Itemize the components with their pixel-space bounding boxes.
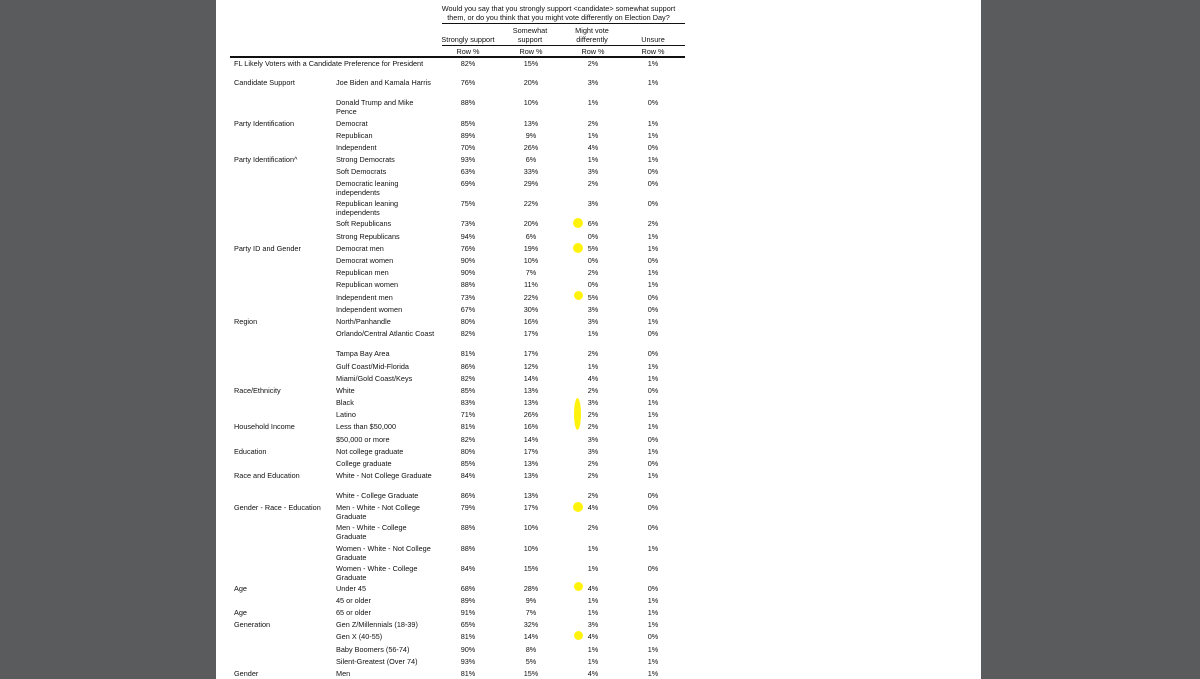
cell-unsure: 1% [647,317,659,326]
cell-somewhat: 16% [523,317,539,326]
row-group-label: Race/Ethnicity [234,386,281,395]
cell-unsure: 1% [647,410,659,419]
row-label: Democrat men [336,244,384,253]
cell-strongly: 76% [460,244,476,253]
row-label: Men - White - College Graduate [336,523,407,541]
row-label: Soft Democrats [336,167,387,176]
cell-somewhat: 7% [525,268,537,277]
cell-somewhat: 6% [525,155,537,164]
cell-somewhat: 8% [525,645,537,654]
cell-unsure: 1% [647,268,659,277]
document-page [216,0,981,679]
cell-strongly: 71% [460,410,476,419]
row-label: Independent men [336,293,393,302]
cell-unsure: 1% [647,657,659,666]
cell-strongly: 81% [460,669,476,678]
row-label: Democratic leaning independents [336,179,399,197]
cell-might: 4% [587,584,599,593]
cell-strongly: 63% [460,167,476,176]
row-group-label: Region [234,317,258,326]
cell-somewhat: 13% [523,491,539,500]
cell-might: 1% [587,564,599,573]
cell-unsure: 1% [647,280,659,289]
col-sub-might: Row % [581,47,605,56]
cell-might: 5% [587,293,599,302]
col-header-strongly: Strongly support [441,35,495,44]
row-label: Donald Trump and Mike Pence [336,98,414,116]
row-label: 65 or older [336,608,371,617]
cell-might: 4% [587,374,599,383]
cell-somewhat: 19% [523,244,539,253]
row-label: $50,000 or more [336,435,390,444]
cell-unsure: 1% [647,155,659,164]
question-text: Would you say that you strongly support <candidate> somewhat support them, or do you think that you might vote differently on Election Day? [441,4,676,22]
cell-strongly: 81% [460,349,476,358]
row-label: Women - White - College Graduate [336,564,418,582]
cell-unsure: 1% [647,447,659,456]
row-label: Tampa Bay Area [336,349,390,358]
cell-might: 1% [587,155,599,164]
cell-unsure: 1% [647,620,659,629]
cell-might: 0% [587,280,599,289]
cell-unsure: 0% [647,305,659,314]
cell-somewhat: 10% [523,523,539,532]
cell-unsure: 1% [647,59,659,68]
cell-unsure: 0% [647,632,659,641]
col-sub-strongly: Row % [456,47,480,56]
highlight-mark [573,502,583,512]
cell-might: 3% [587,435,599,444]
row-group-label: Party Identification [234,119,295,128]
cell-unsure: 1% [647,596,659,605]
cell-somewhat: 12% [523,362,539,371]
cell-somewhat: 28% [523,584,539,593]
cell-might: 3% [587,317,599,326]
cell-strongly: 90% [460,645,476,654]
row-label: Baby Boomers (56-74) [336,645,410,654]
row-label: Miami/Gold Coast/Keys [336,374,413,383]
cell-might: 4% [587,669,599,678]
cell-unsure: 1% [647,78,659,87]
cell-might: 2% [587,349,599,358]
row-label: Joe Biden and Kamala Harris [336,78,431,87]
cell-strongly: 90% [460,268,476,277]
cell-strongly: 86% [460,491,476,500]
cell-unsure: 1% [647,422,659,431]
cell-unsure: 1% [647,232,659,241]
highlight-mark [574,631,583,640]
cell-might: 2% [587,523,599,532]
row-label: Republican women [336,280,399,289]
row-label: College graduate [336,459,392,468]
cell-strongly: 82% [460,59,476,68]
row-label: White [336,386,355,395]
cell-might: 1% [587,657,599,666]
cell-unsure: 1% [647,645,659,654]
cell-strongly: 85% [460,386,476,395]
row-group-label: Age [234,584,247,593]
row-label: Men - White - Not College Graduate [336,503,420,521]
row-group-label: Education [234,447,267,456]
row-label: Strong Republicans [336,232,400,241]
row-label: Orlando/Central Atlantic Coast [336,329,435,338]
row-label: Under 45 [336,584,367,593]
cell-somewhat: 33% [523,167,539,176]
cell-strongly: 86% [460,362,476,371]
cell-might: 1% [587,362,599,371]
cell-strongly: 82% [460,374,476,383]
cell-might: 1% [587,596,599,605]
cell-somewhat: 14% [523,435,539,444]
cell-strongly: 68% [460,584,476,593]
cell-strongly: 73% [460,293,476,302]
cell-might: 2% [587,179,599,188]
cell-unsure: 1% [647,374,659,383]
cell-unsure: 0% [647,491,659,500]
cell-somewhat: 17% [523,447,539,456]
cell-unsure: 0% [647,584,659,593]
row-label: Democrat women [336,256,394,265]
cell-might: 2% [587,410,599,419]
cell-strongly: 67% [460,305,476,314]
cell-might: 3% [587,305,599,314]
cell-strongly: 80% [460,317,476,326]
cell-unsure: 0% [647,386,659,395]
row-label: White - Not College Graduate [336,471,432,480]
cell-somewhat: 20% [523,219,539,228]
cell-might: 0% [587,256,599,265]
highlight-mark [573,243,583,253]
cell-might: 2% [587,386,599,395]
cell-unsure: 0% [647,435,659,444]
cell-somewhat: 20% [523,78,539,87]
cell-strongly: 88% [460,544,476,553]
cell-somewhat: 26% [523,410,539,419]
cell-somewhat: 16% [523,422,539,431]
row-group-label: Party Identification^ [234,155,298,164]
row-label: 45 or older [336,596,371,605]
cell-unsure: 1% [647,669,659,678]
row-group-label: Household Income [234,422,295,431]
row-label: Silent-Greatest (Over 74) [336,657,418,666]
row-group-label: Age [234,608,247,617]
cell-somewhat: 7% [525,608,537,617]
row-label: Men [336,669,351,678]
table-top-rule [230,56,685,58]
cell-unsure: 1% [647,608,659,617]
row-group-label: Gender - Race - Education [234,503,321,512]
row-label: Less than $50,000 [336,422,397,431]
cell-unsure: 0% [647,199,659,208]
cell-might: 5% [587,244,599,253]
cell-unsure: 1% [647,119,659,128]
cell-somewhat: 32% [523,620,539,629]
cell-strongly: 89% [460,131,476,140]
highlight-mark [573,218,583,228]
row-group-label: Party ID and Gender [234,244,301,253]
cell-might: 3% [587,167,599,176]
cell-might: 2% [587,268,599,277]
cell-might: 1% [587,131,599,140]
row-label: North/Panhandle [336,317,391,326]
cell-strongly: 80% [460,447,476,456]
cell-strongly: 88% [460,280,476,289]
cell-might: 2% [587,119,599,128]
cell-somewhat: 15% [523,669,539,678]
cell-might: 4% [587,143,599,152]
cell-strongly: 93% [460,657,476,666]
cell-strongly: 81% [460,422,476,431]
cell-strongly: 84% [460,564,476,573]
cell-might: 3% [587,620,599,629]
cell-might: 2% [587,459,599,468]
cell-might: 2% [587,491,599,500]
row-group-label: Candidate Support [234,78,295,87]
cell-somewhat: 13% [523,386,539,395]
row-group-label: FL Likely Voters with a Candidate Preference for President [234,59,424,68]
cell-strongly: 90% [460,256,476,265]
cell-might: 2% [587,422,599,431]
cell-might: 1% [587,608,599,617]
row-group-label: Gender [234,669,259,678]
cell-somewhat: 22% [523,293,539,302]
row-label: Republican leaning independents [336,199,399,217]
highlight-mark [574,398,581,430]
row-label: Latino [336,410,356,419]
cell-strongly: 76% [460,78,476,87]
row-label: Not college graduate [336,447,404,456]
cell-somewhat: 30% [523,305,539,314]
row-group-label: Race and Education [234,471,300,480]
cell-might: 6% [587,219,599,228]
header-rule [442,45,685,46]
cell-strongly: 88% [460,523,476,532]
cell-might: 4% [587,503,599,512]
cell-somewhat: 11% [523,280,539,289]
row-label: Republican men [336,268,389,277]
cell-somewhat: 14% [523,632,539,641]
cell-unsure: 1% [647,362,659,371]
cell-somewhat: 13% [523,471,539,480]
cell-strongly: 85% [460,119,476,128]
cell-might: 1% [587,645,599,654]
cell-strongly: 94% [460,232,476,241]
cell-unsure: 1% [647,398,659,407]
cell-unsure: 1% [647,544,659,553]
row-label: Republican [336,131,373,140]
cell-strongly: 69% [460,179,476,188]
row-label: Democrat [336,119,368,128]
cell-unsure: 0% [647,329,659,338]
cell-might: 3% [587,398,599,407]
cell-strongly: 84% [460,471,476,480]
cell-unsure: 0% [647,293,659,302]
row-label: Gen Z/Millennials (18-39) [336,620,418,629]
row-group-label: Generation [234,620,271,629]
row-label: Gulf Coast/Mid-Florida [336,362,409,371]
cell-might: 3% [587,199,599,208]
cell-unsure: 0% [647,459,659,468]
cell-strongly: 83% [460,398,476,407]
cell-strongly: 88% [460,98,476,107]
col-header-unsure: Unsure [641,35,665,44]
cell-somewhat: 26% [523,143,539,152]
highlight-mark [574,582,583,591]
cell-unsure: 0% [647,98,659,107]
cell-might: 2% [587,59,599,68]
cell-somewhat: 13% [523,398,539,407]
cell-might: 1% [587,98,599,107]
cell-somewhat: 15% [523,59,539,68]
cell-might: 1% [587,329,599,338]
cell-might: 1% [587,544,599,553]
row-label: Soft Republicans [336,219,392,228]
cell-somewhat: 13% [523,459,539,468]
cell-unsure: 1% [647,471,659,480]
row-label: Black [336,398,354,407]
cell-somewhat: 17% [523,329,539,338]
cell-somewhat: 5% [525,657,537,666]
cell-strongly: 82% [460,329,476,338]
cell-strongly: 91% [460,608,476,617]
col-header-somewhat: Somewhat support [512,26,548,44]
cell-might: 3% [587,447,599,456]
cell-strongly: 73% [460,219,476,228]
cell-might: 0% [587,232,599,241]
col-sub-unsure: Row % [641,47,665,56]
cell-somewhat: 9% [525,131,537,140]
cell-somewhat: 10% [523,98,539,107]
row-label: Strong Democrats [336,155,395,164]
cell-somewhat: 17% [523,503,539,512]
row-label: Women - White - Not College Graduate [336,544,431,562]
cell-strongly: 65% [460,620,476,629]
cell-somewhat: 10% [523,544,539,553]
cell-unsure: 0% [647,349,659,358]
cell-unsure: 0% [647,167,659,176]
cell-somewhat: 14% [523,374,539,383]
cell-somewhat: 29% [523,179,539,188]
cell-unsure: 0% [647,179,659,188]
cell-strongly: 82% [460,435,476,444]
cell-somewhat: 9% [525,596,537,605]
cell-strongly: 75% [460,199,476,208]
cell-strongly: 89% [460,596,476,605]
cell-unsure: 0% [647,523,659,532]
cell-unsure: 0% [647,564,659,573]
col-sub-somewhat: Row % [519,47,543,56]
cell-might: 4% [587,632,599,641]
cell-somewhat: 17% [523,349,539,358]
question-underline [442,23,685,24]
row-label: White - College Graduate [336,491,419,500]
cell-strongly: 93% [460,155,476,164]
cell-strongly: 79% [460,503,476,512]
cell-might: 2% [587,471,599,480]
cell-unsure: 0% [647,143,659,152]
cell-somewhat: 10% [523,256,539,265]
cell-somewhat: 15% [523,564,539,573]
cell-unsure: 1% [647,244,659,253]
cell-unsure: 1% [647,131,659,140]
cell-unsure: 0% [647,503,659,512]
highlight-mark [574,291,583,300]
cell-strongly: 85% [460,459,476,468]
cell-might: 3% [587,78,599,87]
cell-somewhat: 22% [523,199,539,208]
cell-unsure: 2% [647,219,659,228]
row-label: Gen X (40-55) [336,632,383,641]
cell-unsure: 0% [647,256,659,265]
col-header-might: Might vote differently [575,26,609,44]
cell-strongly: 70% [460,143,476,152]
row-label: Independent [336,143,377,152]
row-label: Independent women [336,305,403,314]
cell-somewhat: 13% [523,119,539,128]
cell-somewhat: 6% [525,232,537,241]
cell-strongly: 81% [460,632,476,641]
